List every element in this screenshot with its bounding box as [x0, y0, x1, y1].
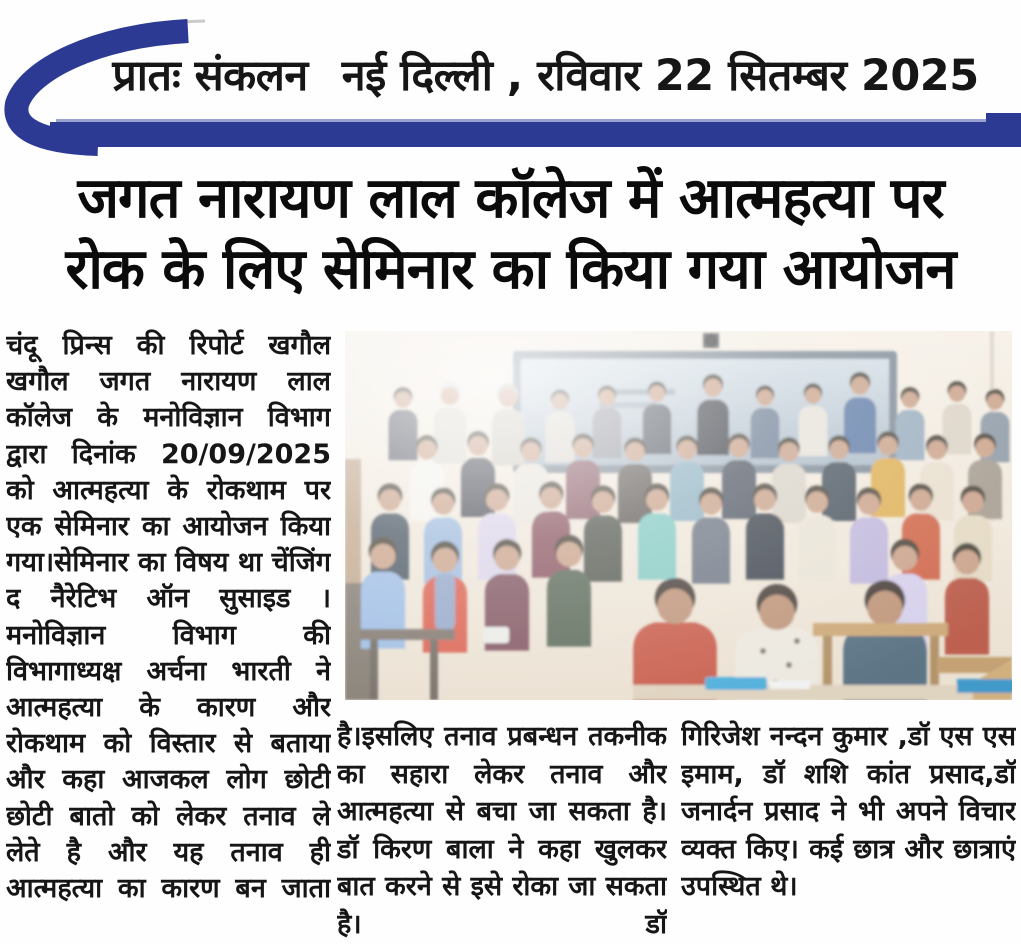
- headline-line-2: रोक के लिए सेमिनार का किया गया आयोजन: [65, 237, 956, 302]
- masthead: [0, 0, 1021, 162]
- masthead-text: [70, 44, 1021, 103]
- headline-line-1: जगत नारायण लाल कॉलेज में आत्महत्या पर: [77, 166, 944, 231]
- article-column-right: गिरिजेश नन्दन कुमार ,डॉ एस एस इमाम, डॉ शशि कांत प्रसाद,डॉ जनार्दन प्रसाद ने भी अपने विचार व्यक्त किए। कई छात्र और छात्राएं उपस्थित थे।: [681, 721, 1016, 902]
- bar-step: [986, 113, 1021, 125]
- article-headline: [0, 163, 1021, 305]
- group-photo-illustration: [345, 331, 1012, 700]
- blue-bar: [50, 122, 1021, 147]
- seminar-group-photo: [345, 331, 1012, 700]
- edition-date: नई दिल्ली , रविवार 22 सितम्बर 2025: [341, 51, 979, 101]
- article-column-middle: है।इसलिए तनाव प्रबन्धन तकनीक का सहारा लेकर तनाव और आत्महत्या से बचा जा सकता है। डॉ किरण बाला ने कहा खुलकर बात करने से इसे रोका जा सकता है। डॉ: [337, 721, 667, 940]
- paper-name: प्रातः संकलन: [112, 51, 308, 101]
- article-column-left: चंदू प्रिन्स की रिपोर्ट खगौल खगौल जगत नारायण लाल कॉलेज के मनोविज्ञान विभाग द्वारा दिनांक 20/09/2025 को आत्महत्या के रोकथाम पर एक सेमिनार का आयोजन किया गया।सेमिनार का विषय था चेंजिंग द नैरेटिभ ऑन सुसाइड । मनोविज्ञान विभाग की विभागाध्यक्ष अर्चना भारती ने आत्महत्या के कारण और रोकथाम को विस्तार से बताया और कहा आजकल लोग छोटी छोटी बातो को लेकर तनाव ले लेते है और यह तनाव ही आत्महत्या का कारण बन जाता: [6, 330, 331, 905]
